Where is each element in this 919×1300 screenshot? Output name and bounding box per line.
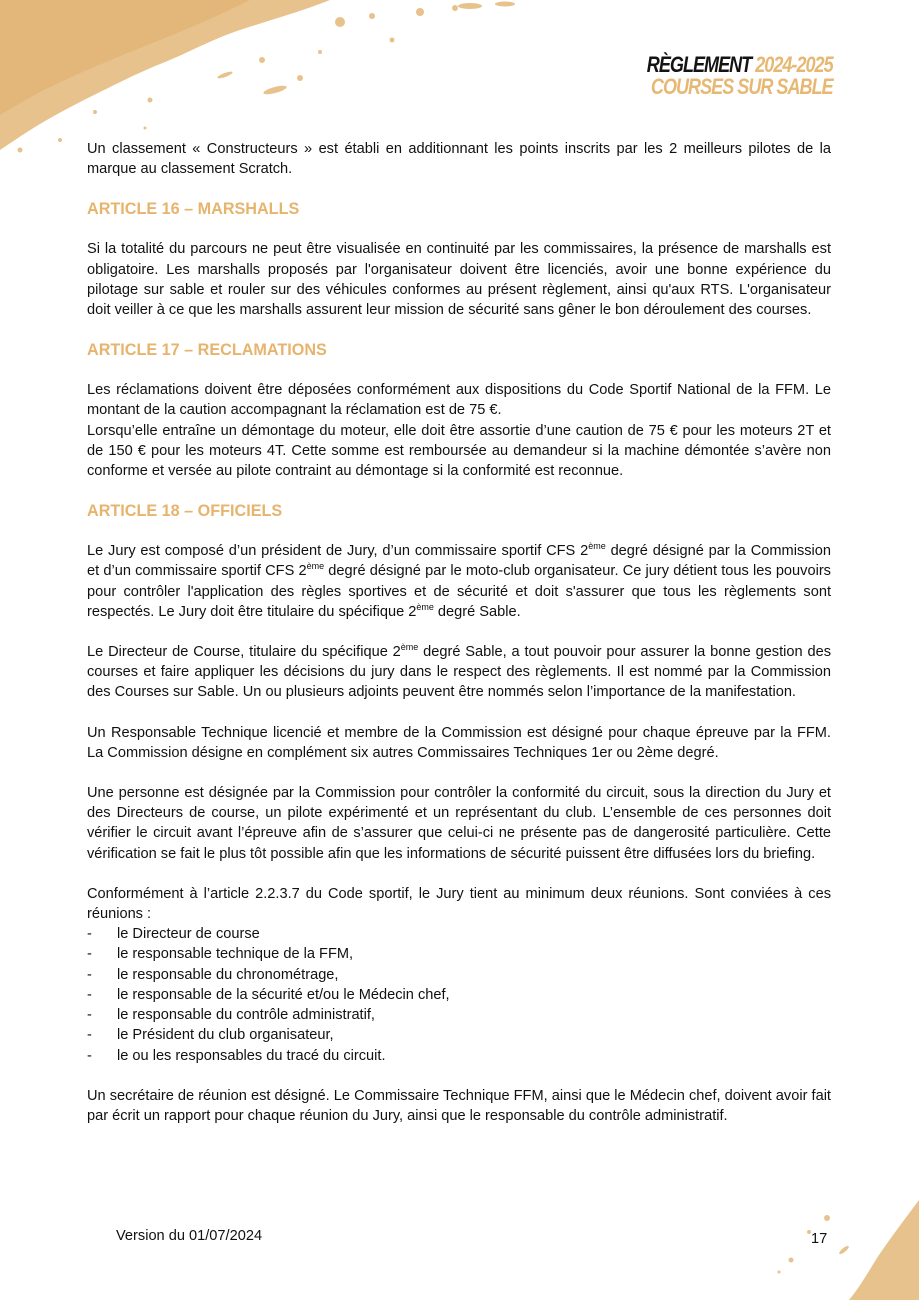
title-subtitle: COURSES SUR SABLE	[651, 74, 833, 99]
list-item: - le ou les responsables du tracé du circuit.	[87, 1046, 831, 1066]
list-item: - le responsable technique de la FFM,	[87, 944, 831, 964]
article-16-paragraph: Si la totalité du parcours ne peut être visualisée en continuité par les commissaires, la présence de marshalls est obligatoire. Les marshalls proposés par l'organisateur doivent être licenciés, avoir une bonne expérience du pilotage sur sable et rouler sur des véhicules conformes au présent règlement, ainsi qu'aux RTS. L'organisateur doit veiller à ce que les marshalls assurent leur mission de sécurité sans gêner le bon déroulement des courses.	[87, 241, 831, 319]
footer-version: Version du 01/07/2024	[116, 1228, 263, 1244]
page-number: 17	[811, 1231, 828, 1247]
list-item: - le responsable du contrôle administratif,	[87, 1005, 831, 1025]
article-17-paragraph-1: Les réclamations doivent être déposées conformément aux dispositions du Code Sportif National de la FFM. Le montant de la caution accompagnant la réclamation est de 75 €.	[87, 382, 831, 419]
list-item: - le Directeur de course	[87, 924, 831, 944]
article-18-secretary-paragraph: Un secrétaire de réunion est désigné. Le Commissaire Technique FFM, ainsi que le Médecin chef, doivent avoir fait par écrit un rapport pour chaque réunion du Jury, ainsi que le responsable du contrôle administratif.	[87, 1087, 831, 1124]
title-season: 2024-2025	[755, 52, 833, 77]
article-18-jury-paragraph: Le Jury est composé d’un président de Jury, d’un commissaire sportif CFS 2ème degré désigné par la Commission et d’un commissaire sportif CFS 2ème degré désigné par le moto-club organisateur. Ce jury détient tous les pouvoirs pour contrôler l'application des règles sportives et de sécurité et doit s'assurer que tous les règlements sont respectés. Le Jury doit être titulaire du spécifique 2ème degré Sable.	[87, 541, 832, 620]
article-18-director-paragraph: Le Directeur de Course, titulaire du spécifique 2ème degré Sable, a tout pouvoir pour assurer la bonne gestion des courses et faire appliquer les décisions du jury dans le respect des règlements. Il est nommé par la Commission des Courses sur Sable. Un ou plusieurs adjoints peuvent être nommés selon l’importance de la manifestation.	[87, 642, 831, 701]
list-item: - le responsable de la sécurité et/ou le Médecin chef,	[87, 985, 831, 1005]
article-18-heading: ARTICLE 18 – OFFICIELS	[87, 502, 283, 521]
article-18-circuit-paragraph: Une personne est désignée par la Commission pour contrôler la conformité du circuit, sous la direction du Jury et des Directeurs de course, un pilote expérimenté et un représentant du club. L’ensemble de ces personnes doit vérifier le circuit avant l’épreuve afin de s’assurer que celui-ci ne présente pas de dangerosité particulière. Cette vérification se fait le plus tôt possible afin que les informations de sécurité puissent être diffusées lors du briefing.	[87, 785, 831, 862]
article-16-heading: ARTICLE 16 – MARSHALLS	[87, 200, 300, 219]
sand-splash-decoration-bottom	[749, 1190, 919, 1300]
list-item: - le responsable du chronométrage,	[87, 965, 831, 985]
intro-paragraph: Un classement « Constructeurs » est établi en additionnant les points inscrits par les 2 meilleurs pilotes de la marque au classement Scratch.	[87, 141, 831, 178]
article-18-technical-paragraph: Un Responsable Technique licencié et membre de la Commission est désigné pour chaque épreuve par la FFM. La Commission désigne en complément six autres Commissaires Techniques 1er ou 2ème degré.	[87, 724, 831, 761]
page-content	[87, 139, 831, 1126]
title-reglement: RÈGLEMENT	[647, 52, 752, 77]
meeting-attendees-list	[87, 924, 831, 1065]
article-17-paragraph-2: Lorsqu’elle entraîne un démontage du moteur, elle doit être assortie d’une caution de 75 € pour les moteurs 2T et de 150 € pour les moteurs 4T. Cette somme est remboursée au demandeur si la machine démontée s’avère non conforme et versée au pilote contraint au démontage si la conformité est reconnue.	[87, 422, 831, 480]
article-18-meetings-paragraph: Conformément à l’article 2.2.3.7 du Code sportif, le Jury tient au minimum deux réunions. Sont conviées à ces réunions :	[87, 885, 831, 923]
list-item: - le Président du club organisateur,	[87, 1025, 831, 1045]
article-17-heading: ARTICLE 17 – RECLAMATIONS	[87, 341, 327, 360]
document-title	[647, 54, 833, 98]
